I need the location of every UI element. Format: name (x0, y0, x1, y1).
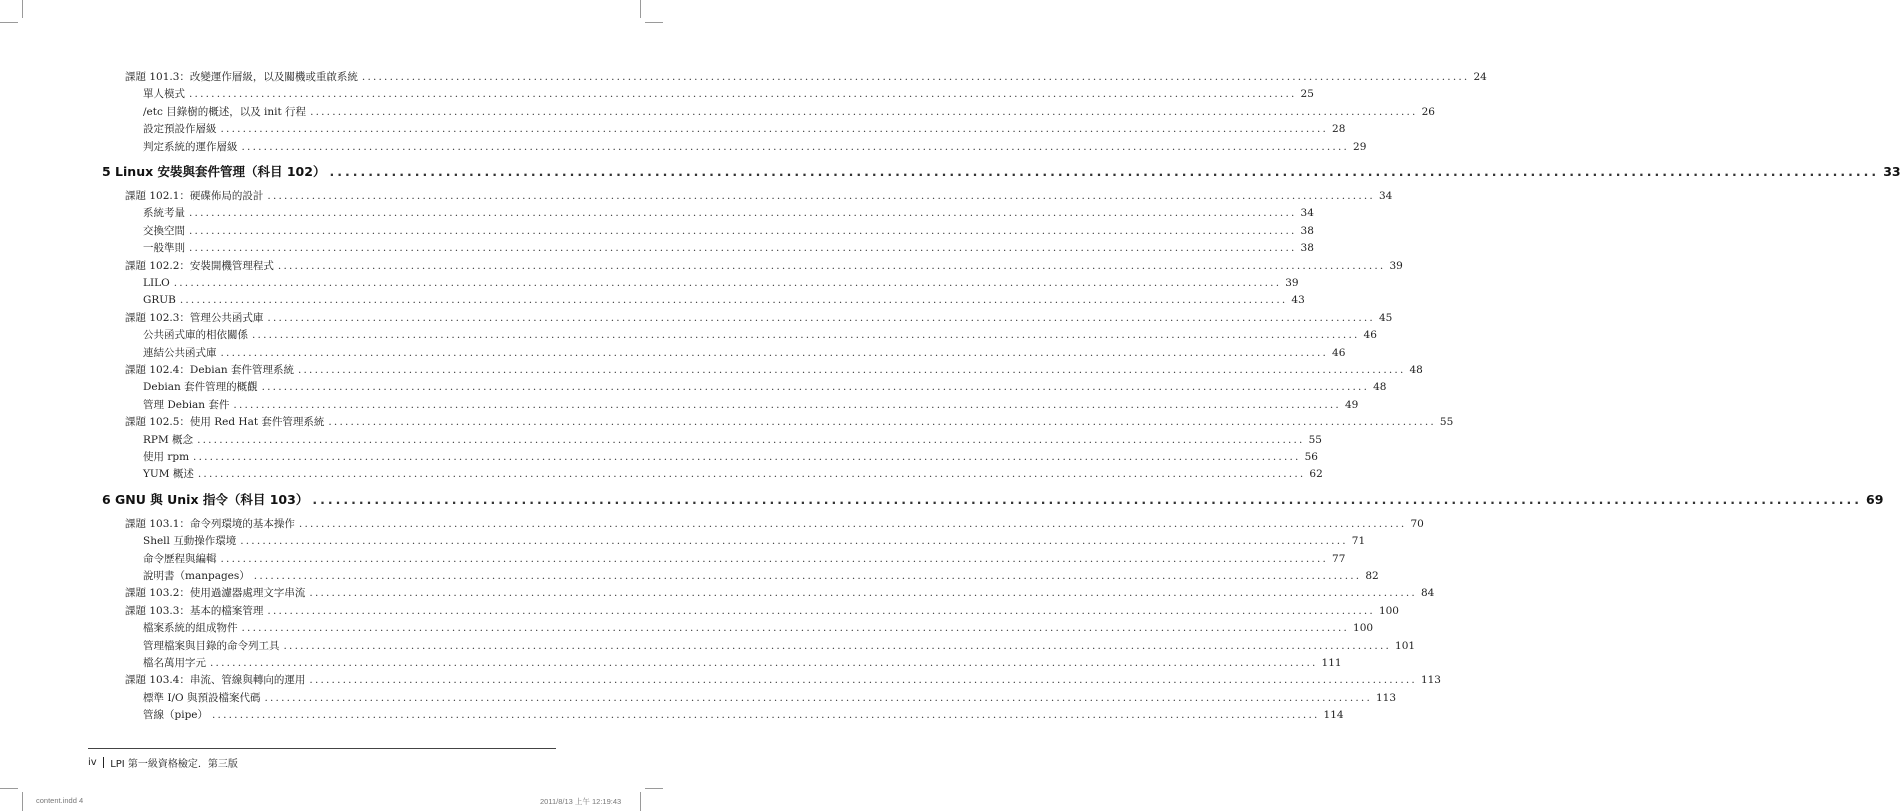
toc-label: Shell 互動操作環境 (143, 535, 237, 548)
toc-section[interactable] (125, 363, 1423, 377)
dot-leader: ........................................................................................................................................................................................................ (189, 207, 1297, 220)
toc-page-number: 38 (1300, 242, 1314, 255)
dot-leader: ........................................................................................................................................................................................................ (309, 674, 1417, 687)
toc-page-number: 113 (1420, 674, 1441, 687)
toc-entry[interactable] (143, 224, 1314, 238)
crop-mark (0, 788, 18, 789)
dot-leader: ........................................................................................................................................................................................................ (310, 105, 1418, 118)
dot-leader: ........................................................................................................................................................................................................ (298, 517, 1407, 530)
toc-entry[interactable] (143, 122, 1346, 136)
toc-entry[interactable] (143, 656, 1342, 670)
dot-leader: ........................................................................................................................................................................................................ (261, 381, 1370, 394)
toc-label: 課題 103.4：串流、管線與轉向的運用 (125, 674, 306, 687)
toc-page-number: 100 (1378, 604, 1399, 617)
toc-page-number: 46 (1332, 346, 1346, 359)
toc-entry[interactable] (143, 328, 1377, 342)
toc-page-number: 82 (1365, 570, 1379, 582)
toc-label: 系統考量 (143, 207, 185, 220)
toc-page-number: 84 (1420, 587, 1435, 600)
toc-label: 檔名萬用字元 (143, 657, 206, 669)
toc-entry[interactable] (143, 621, 1374, 635)
footer-separator (103, 757, 105, 768)
toc-entry[interactable] (143, 105, 1435, 119)
dot-leader: ........................................................................................................................................................................................................ (312, 491, 1863, 507)
toc-label: YUM 概述 (143, 468, 194, 481)
toc-section[interactable] (125, 70, 1487, 84)
dot-leader: ........................................................................................................................................................................................................ (210, 657, 1318, 669)
toc-page-number: 49 (1344, 398, 1359, 411)
toc-page-number: 39 (1285, 277, 1299, 289)
toc-page-number: 26 (1421, 105, 1435, 118)
toc-label: 單人模式 (143, 88, 185, 101)
toc-page-number: 24 (1473, 71, 1487, 83)
crop-mark (0, 22, 18, 23)
dot-leader: ........................................................................................................................................................................................................ (189, 242, 1297, 255)
toc-page-number: 33 (1883, 164, 1901, 179)
toc-label: 說明書（manpages） (143, 570, 250, 582)
toc-label: 課題 102.4：Debian 套件管理系統 (125, 364, 294, 376)
dot-leader: ........................................................................................................................................................................................................ (241, 140, 1350, 153)
footer-rule (88, 748, 556, 749)
dot-leader: ........................................................................................................................................................................................................ (220, 346, 1329, 359)
toc-page-number: 77 (1332, 552, 1346, 565)
toc-page-number: 101 (1395, 639, 1416, 652)
toc-label: 檔案系統的組成物件 (143, 622, 238, 635)
toc-page-number: 46 (1363, 329, 1377, 342)
toc-label: 6 GNU 與 Unix 指令（科目 103） (102, 491, 309, 507)
toc-label: GRUB (143, 294, 176, 307)
toc-entry[interactable] (143, 552, 1346, 566)
toc-label: 命令歷程與編輯 (143, 552, 217, 565)
toc-entry[interactable] (143, 467, 1323, 481)
toc-page-number: 62 (1309, 468, 1323, 481)
toc-label: 管線（pipe） (143, 709, 209, 722)
dot-leader: ........................................................................................................................................................................................................ (267, 190, 1375, 202)
toc-entry[interactable] (143, 534, 1366, 548)
book-title: LPI 第一級資格檢定．第三版 (110, 759, 238, 770)
toc-entry[interactable] (143, 293, 1305, 307)
dot-leader: ........................................................................................................................................................................................................ (283, 639, 1392, 652)
dot-leader: ........................................................................................................................................................................................................ (361, 71, 1470, 83)
dot-leader: ........................................................................................................................................................................................................ (220, 552, 1329, 565)
toc-chapter[interactable] (102, 491, 1884, 507)
toc-label: 判定系統的運作層級 (143, 140, 238, 153)
slug-file: content.indd 4 (36, 796, 84, 805)
dot-leader: ........................................................................................................................................................................................................ (197, 468, 1306, 481)
toc-section[interactable] (125, 673, 1441, 687)
toc-page-number: 55 (1439, 416, 1454, 429)
dot-leader: ........................................................................................................................................................................................................ (297, 364, 1406, 376)
dot-leader: ........................................................................................................................................................................................................ (253, 570, 1362, 582)
dot-leader: ........................................................................................................................................................................................................ (197, 433, 1305, 446)
toc-page-number: 34 (1300, 207, 1314, 220)
toc-entry[interactable] (143, 639, 1416, 653)
toc-entry[interactable] (143, 276, 1299, 290)
toc-entry[interactable] (143, 450, 1318, 464)
toc-label: 管理檔案與目錄的命令列工具 (143, 639, 280, 652)
toc-label: RPM 概念 (143, 433, 194, 446)
toc-page-number: 100 (1353, 622, 1374, 635)
toc-section[interactable] (125, 259, 1403, 273)
toc-section[interactable] (125, 586, 1435, 600)
toc-page-number: 28 (1332, 123, 1346, 136)
toc-page-number: 71 (1351, 535, 1366, 548)
toc-entry[interactable] (143, 691, 1397, 705)
dot-leader: ........................................................................................................................................................................................................ (241, 622, 1350, 635)
dot-leader: ........................................................................................................................................................................................................ (252, 329, 1360, 342)
slug-datetime: 2011/8/13 上午 12:19:43 (540, 797, 622, 806)
toc-label: 課題 103.1：命令列環境的基本操作 (125, 517, 295, 530)
crop-mark (22, 792, 23, 811)
dot-leader: ........................................................................................................................................................................................................ (267, 311, 1375, 324)
dot-leader: ........................................................................................................................................................................................................ (309, 587, 1417, 600)
crop-mark (645, 22, 663, 23)
toc-label: 課題 102.1：硬碟佈局的設計 (125, 190, 264, 202)
toc-label: 課題 103.2：使用過濾器處理文字串流 (125, 587, 306, 600)
dot-leader: ........................................................................................................................................................................................................ (329, 164, 1880, 179)
toc-label: 5 Linux 安裝與套件管理（科目 102） (102, 164, 326, 179)
toc-label: 標準 I/O 與預設檔案代碼 (143, 691, 261, 704)
toc-page-number: 25 (1300, 88, 1314, 101)
crop-mark (22, 0, 23, 18)
toc-page-number: 45 (1378, 311, 1393, 324)
toc-entry[interactable] (143, 398, 1359, 412)
toc-page-number: 69 (1866, 491, 1884, 507)
toc-page-number: 34 (1378, 190, 1393, 202)
toc-page-number: 56 (1304, 451, 1318, 463)
dot-leader: ........................................................................................................................................................................................................ (212, 709, 1320, 722)
toc-label: Debian 套件管理的概觀 (143, 381, 258, 394)
toc-label: 課題 102.5：使用 Red Hat 套件管理系統 (125, 416, 325, 429)
toc-page-number: 43 (1291, 294, 1305, 307)
toc-label: 連結公共函式庫 (143, 346, 217, 359)
toc-label: 課題 102.3：管理公共函式庫 (125, 311, 264, 324)
toc-entry[interactable] (143, 708, 1344, 722)
toc-section[interactable] (125, 311, 1393, 325)
toc-label: 公共函式庫的相依關係 (143, 329, 248, 342)
crop-mark (640, 792, 641, 811)
toc-section[interactable] (125, 415, 1454, 429)
toc-label: 課題 103.3：基本的檔案管理 (125, 604, 264, 617)
toc-page-number: 29 (1353, 140, 1367, 153)
dot-leader: ........................................................................................................................................................................................................ (220, 123, 1329, 136)
toc-page-number: 39 (1389, 259, 1403, 272)
toc-label: /etc 目錄樹的概述，以及 init 行程 (143, 105, 307, 118)
dot-leader: ........................................................................................................................................................................................................ (193, 451, 1301, 463)
toc-page-number: 55 (1308, 433, 1322, 446)
toc-entry[interactable] (143, 87, 1314, 101)
dot-leader: ........................................................................................................................................................................................................ (328, 416, 1436, 429)
dot-leader: ........................................................................................................................................................................................................ (173, 277, 1282, 289)
toc-page-number: 114 (1323, 709, 1344, 722)
dot-leader: ........................................................................................................................................................................................................ (267, 604, 1375, 617)
page-footer (88, 755, 238, 770)
toc-label: 使用 rpm (143, 451, 190, 463)
toc-chapter[interactable] (102, 164, 1901, 179)
toc-section[interactable] (125, 604, 1399, 618)
dot-leader: ........................................................................................................................................................................................................ (277, 259, 1386, 272)
toc-page-number: 48 (1373, 381, 1387, 394)
dot-leader: ........................................................................................................................................................................................................ (189, 88, 1297, 101)
toc-entry[interactable] (143, 569, 1379, 583)
toc-label: 課題 101.3：改變運作層級，以及關機或重啟系統 (125, 71, 358, 83)
page-number: iv (88, 757, 97, 768)
dot-leader: ........................................................................................................................................................................................................ (240, 535, 1348, 548)
toc-entry[interactable] (143, 433, 1322, 447)
toc-page-number: 48 (1409, 364, 1423, 376)
toc-label: LILO (143, 277, 170, 289)
toc-page-number: 38 (1300, 224, 1314, 237)
toc-entry[interactable] (143, 380, 1387, 394)
dot-leader: ........................................................................................................................................................................................................ (264, 691, 1372, 704)
toc-entry[interactable] (143, 206, 1314, 220)
toc-page-number: 70 (1410, 517, 1424, 530)
toc-section[interactable] (125, 517, 1424, 531)
toc-label: 一般準則 (143, 242, 185, 255)
toc-label: 課題 102.2：安裝開機管理程式 (125, 259, 274, 272)
toc-entry[interactable] (143, 346, 1346, 360)
toc-label: 設定預設作層級 (143, 123, 217, 136)
toc-entry[interactable] (143, 140, 1367, 154)
toc-page-number: 111 (1321, 657, 1342, 669)
dot-leader: ........................................................................................................................................................................................................ (233, 398, 1341, 411)
dot-leader: ........................................................................................................................................................................................................ (179, 294, 1288, 307)
toc-page-number: 113 (1376, 691, 1397, 704)
toc-label: 交換空間 (143, 224, 185, 237)
toc-entry[interactable] (143, 241, 1314, 255)
crop-mark (645, 788, 663, 789)
dot-leader: ........................................................................................................................................................................................................ (189, 224, 1297, 237)
toc-section[interactable] (125, 189, 1393, 203)
toc-label: 管理 Debian 套件 (143, 398, 230, 411)
crop-mark (640, 0, 641, 18)
